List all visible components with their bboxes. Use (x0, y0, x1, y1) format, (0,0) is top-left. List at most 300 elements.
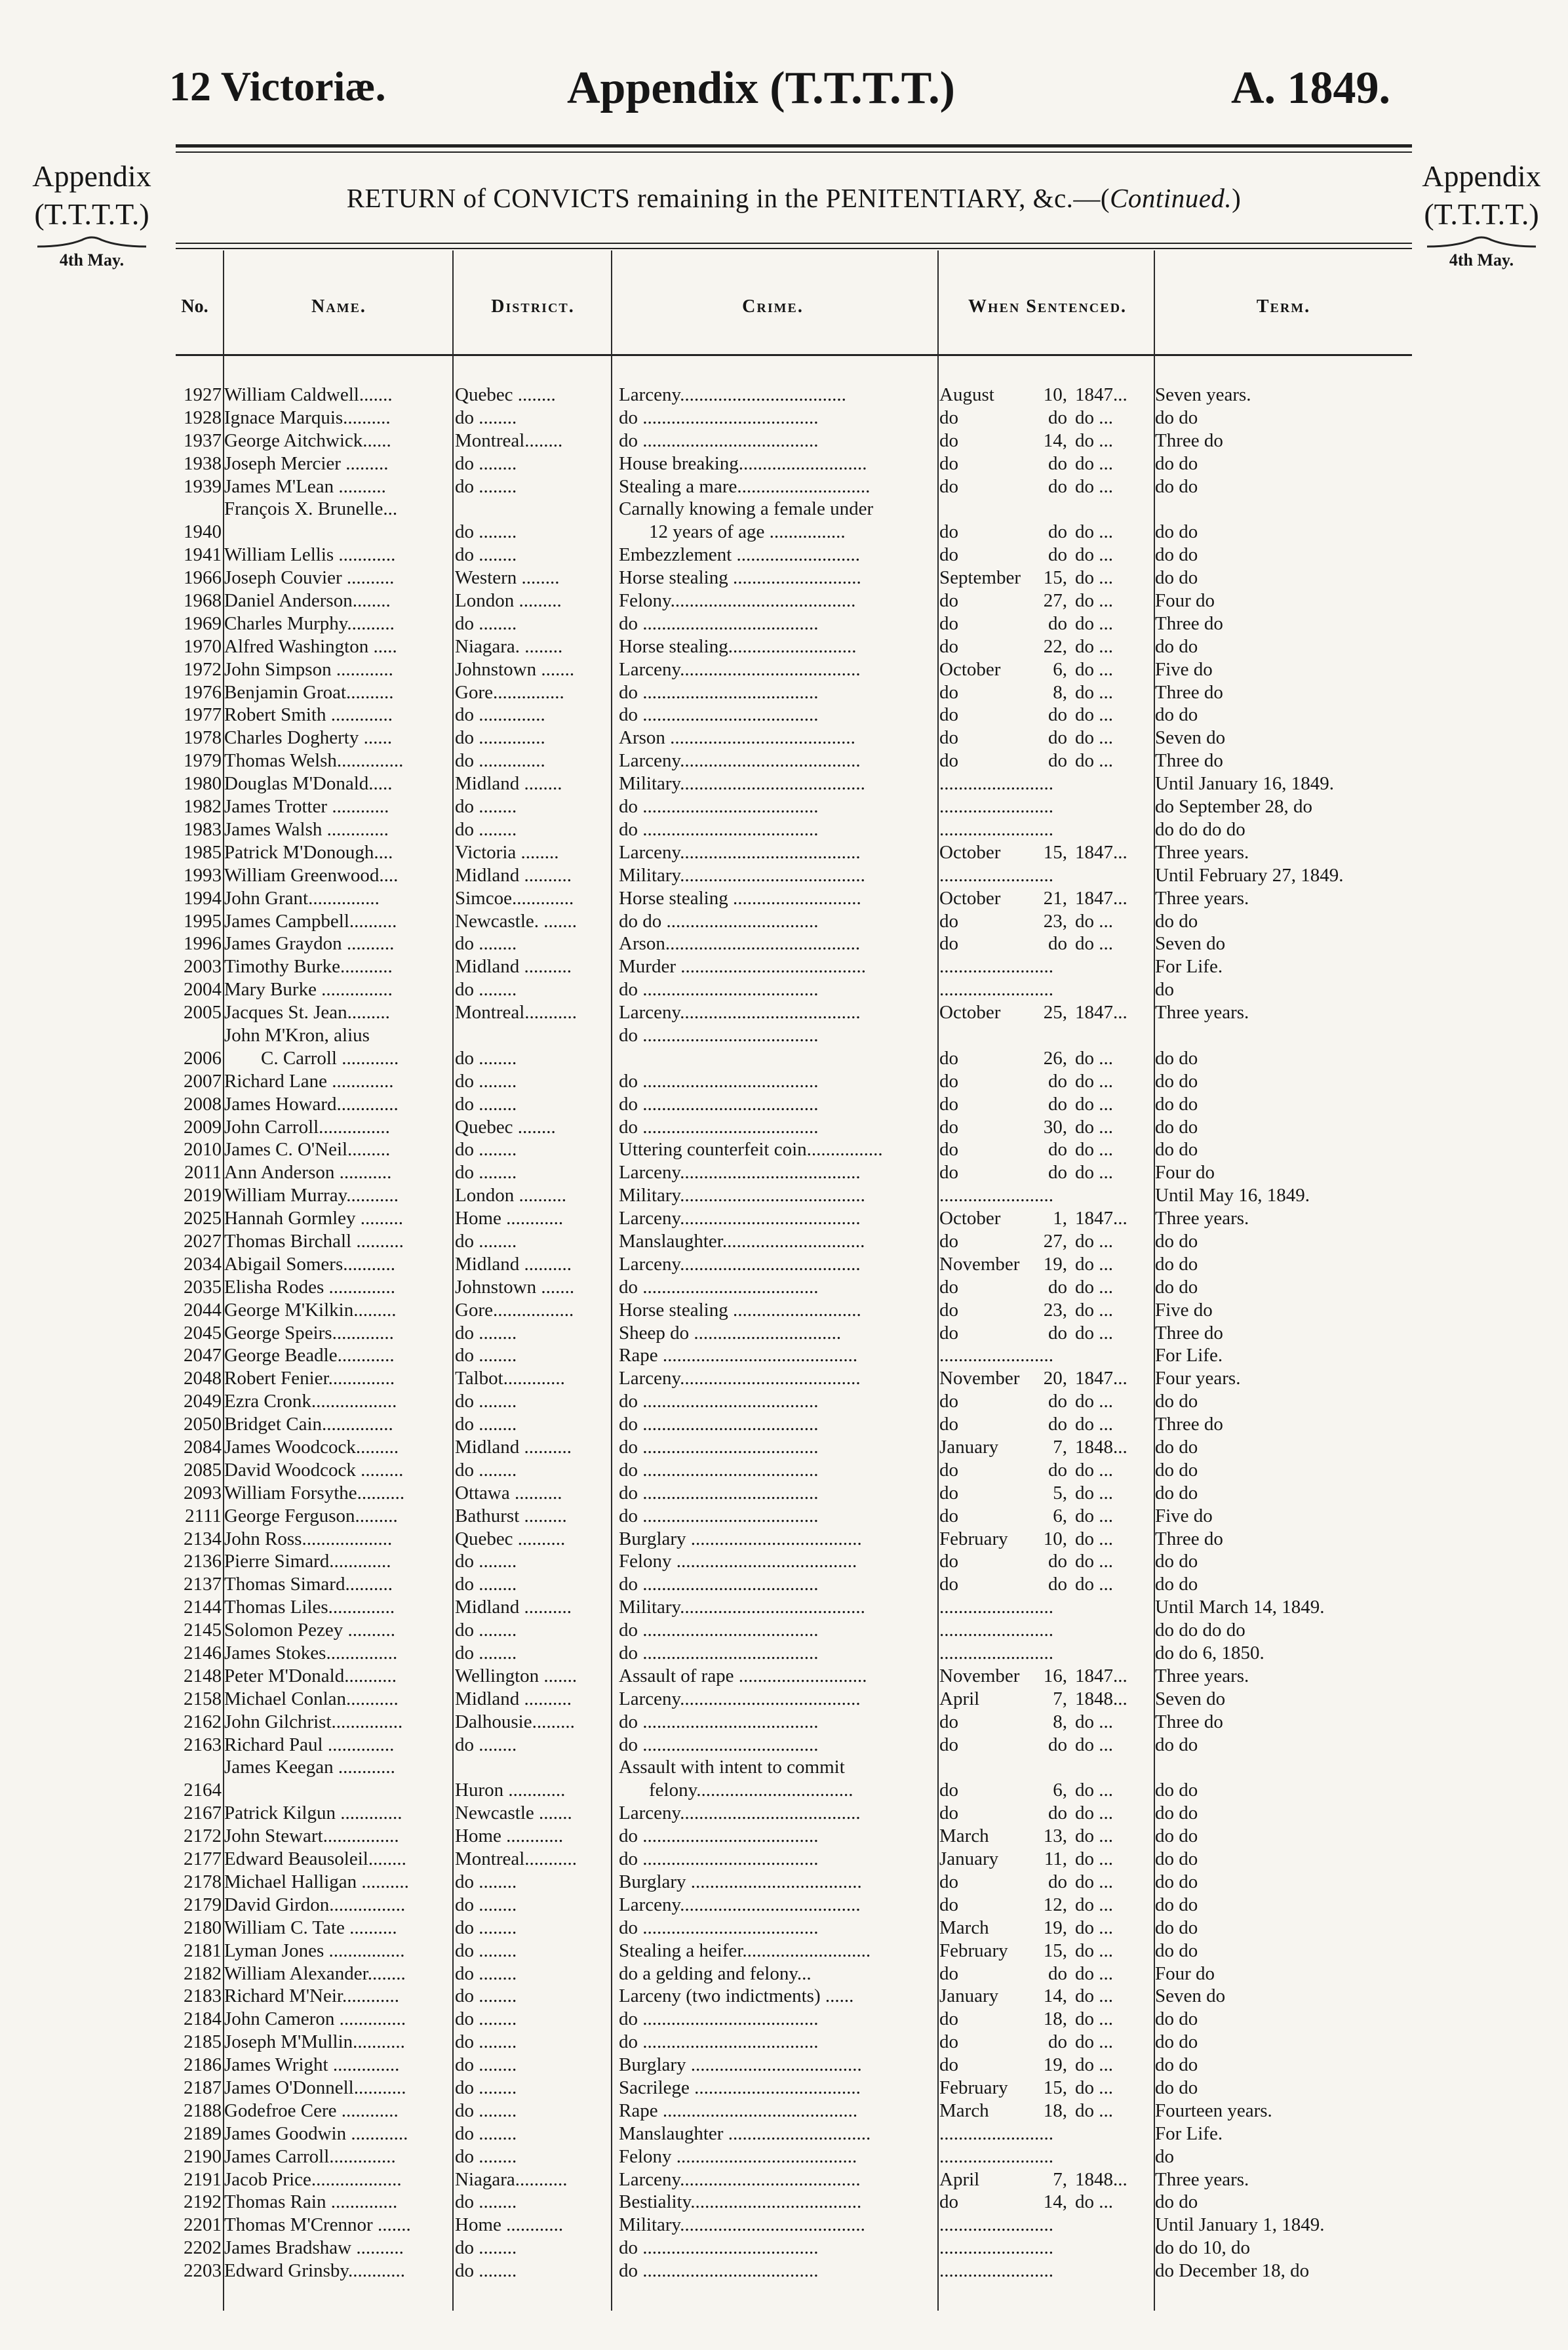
sentence-day: 5, (1053, 1482, 1067, 1504)
sentence-month: do (939, 1894, 958, 1915)
sentence-month: do (939, 704, 958, 726)
district-cell (455, 772, 607, 795)
table-row (0, 818, 1568, 841)
sentence-month-cell (939, 681, 1031, 704)
sentence-day-cell (1031, 1985, 1067, 2008)
district-cell (455, 1093, 607, 1116)
convict-name-cell (224, 1436, 447, 1459)
term-cell (1155, 1871, 1430, 1894)
sentence-day-cell (1031, 1665, 1067, 1688)
convict-name-cell (224, 1711, 447, 1734)
row-number-cell (157, 1344, 222, 1367)
sentence-month-cell (939, 1619, 1053, 1642)
sentence-month-cell (939, 2214, 1053, 2237)
term: Three do (1155, 750, 1223, 772)
crime: Arson ....................................... (619, 727, 855, 749)
term-cell (1155, 2145, 1430, 2168)
term: Until January 16, 1849. (1155, 773, 1335, 795)
sentence-month-cell (939, 2145, 1053, 2168)
sentence-month: do (939, 1391, 958, 1412)
crime: do ..................................... (619, 1917, 819, 1938)
term-cell (1155, 1917, 1430, 1940)
crime: Horse stealing ........................... (619, 1299, 861, 1321)
district: do ........ (455, 1734, 517, 1755)
district: do ........ (455, 1139, 517, 1161)
sentence-year: do ... (1075, 1299, 1113, 1321)
row-number-cell (157, 2031, 222, 2054)
row-number: 2203 (184, 2260, 222, 2282)
sentence-month: do (939, 1414, 958, 1435)
sentence-year: do ... (1075, 1414, 1113, 1435)
row-number-cell (157, 2145, 222, 2168)
district-cell (455, 1619, 607, 1642)
sentence-month: ........................ (939, 1620, 1053, 1641)
district: do ........ (455, 1620, 517, 1641)
term: do do (1155, 1871, 1198, 1892)
convict-name: Patrick M'Donough.... (224, 841, 393, 863)
district-cell (455, 1207, 607, 1230)
sentence-day: 8, (1053, 1711, 1067, 1732)
sentence-month: February (939, 2077, 1008, 2098)
sentence-day-cell (1031, 1482, 1067, 1505)
sentence-day: 10, (1043, 384, 1067, 405)
district-cell (455, 475, 607, 498)
term: Three years. (1155, 2168, 1249, 2190)
row-number-cell (157, 498, 222, 544)
table-row (0, 658, 1568, 681)
crime-cell (619, 429, 933, 452)
sentence-day: do (1048, 521, 1067, 543)
table-row (0, 1802, 1568, 1825)
sentence-month: March (939, 2100, 989, 2121)
term-cell (1155, 544, 1430, 567)
sentence-month: do (939, 2031, 958, 2053)
sentence-month-cell (939, 612, 1031, 635)
term: For Life. (1155, 956, 1223, 978)
sentence-day: do (1048, 612, 1067, 634)
margin-note-date: 4th May. (59, 250, 125, 269)
row-number-cell (157, 1390, 222, 1413)
sentence-year: do ... (1075, 1940, 1113, 1961)
convict-name-cell (224, 1550, 447, 1573)
district: Home ............ (455, 1825, 564, 1847)
row-number: 2163 (184, 1734, 222, 1755)
sentence-month-cell (939, 1871, 1031, 1894)
table-row (0, 1299, 1568, 1322)
row-number: 2184 (184, 2008, 222, 2030)
row-number-cell (157, 1436, 222, 1459)
term: Until March 14, 1849. (1155, 1597, 1325, 1618)
convict-name-cell (224, 1917, 447, 1940)
row-number-cell (157, 1070, 222, 1093)
row-number-cell (157, 1642, 222, 1665)
term: do do (1155, 1917, 1198, 1938)
crime-cell (619, 2214, 933, 2237)
row-number-cell (157, 1871, 222, 1894)
sentence-month-cell (939, 1917, 1031, 1940)
term-cell (1155, 772, 1430, 795)
crime-cell (619, 1505, 933, 1528)
crime: do ..................................... (619, 704, 819, 726)
row-number: 2162 (184, 1711, 222, 1732)
crime-cell (619, 955, 933, 978)
sentence-year: do ... (1075, 2077, 1113, 2098)
crime: Military....................................... (619, 2214, 865, 2236)
district: do ........ (455, 2145, 517, 2167)
table-row (0, 1871, 1568, 1894)
crime-cell (619, 1642, 933, 1665)
convict-name: George Aitchwick...... (224, 429, 391, 451)
table-row (0, 887, 1568, 910)
district-cell (455, 864, 607, 887)
convict-name-cell (224, 1093, 447, 1116)
term-cell (1155, 1436, 1430, 1459)
term-cell (1155, 795, 1430, 818)
crime-cell (619, 749, 933, 772)
crime-cell (619, 1390, 933, 1413)
sentence-year-cell (1075, 1390, 1148, 1413)
sentence-month-cell (939, 1528, 1031, 1551)
sentence-year: do ... (1075, 727, 1113, 749)
row-number: 2179 (184, 1894, 222, 1915)
district-cell (455, 635, 607, 658)
district-cell (455, 1665, 607, 1688)
row-number-cell (157, 2008, 222, 2031)
district-cell (455, 567, 607, 589)
convict-name-cell (224, 1413, 447, 1436)
margin-note-date: 4th May. (1449, 250, 1514, 269)
crime: do ..................................... (619, 818, 819, 840)
convict-name-cell (224, 1024, 447, 1070)
convict-name: Pierre Simard............. (224, 1551, 391, 1572)
convict-name-cell (224, 1505, 447, 1528)
district: do ........ (455, 933, 517, 955)
sentence-year-cell (1075, 1894, 1148, 1917)
district-cell (455, 498, 607, 544)
district: Gore............... (455, 681, 564, 703)
term: Four do (1155, 1162, 1215, 1184)
sentence-month: ........................ (939, 2145, 1053, 2167)
district: do ........ (455, 1070, 517, 1092)
sentence-year: 1847... (1075, 1368, 1127, 1389)
district-cell (455, 1161, 607, 1184)
district: Johnstown ....... (455, 1276, 575, 1298)
sentence-day: 14, (1043, 429, 1067, 451)
crime-cell (619, 567, 933, 589)
sentence-year: do ... (1075, 429, 1113, 451)
sentence-year: do ... (1075, 1391, 1113, 1412)
row-number: 2185 (184, 2031, 222, 2053)
term: do do (1155, 475, 1198, 497)
row-number: 1995 (184, 910, 222, 932)
sentence-month: do (939, 1047, 958, 1069)
row-number-cell (157, 681, 222, 704)
district: do ........ (455, 1894, 517, 1915)
term: For Life. (1155, 1345, 1223, 1366)
sentence-day: 15, (1043, 567, 1067, 589)
district: Midland .......... (455, 1437, 572, 1458)
convict-name: Timothy Burke........... (224, 956, 393, 978)
sentence-month: April (939, 2168, 980, 2190)
sentence-month-cell (939, 841, 1031, 864)
crime-cell (619, 1711, 933, 1734)
crime: House breaking........................... (619, 452, 867, 474)
district-cell (455, 2077, 607, 2100)
term: do do (1155, 635, 1198, 657)
convict-name-cell (224, 704, 447, 727)
row-number-cell (157, 635, 222, 658)
sentence-year-cell (1075, 2100, 1148, 2122)
sentence-year: 1847... (1075, 1002, 1127, 1024)
term-cell (1155, 589, 1430, 612)
sentence-month-cell (939, 1665, 1031, 1688)
term-cell (1155, 2168, 1430, 2191)
convict-name-cell (224, 1734, 447, 1757)
sentence-month: do (939, 1505, 958, 1526)
convict-name-cell (224, 658, 447, 681)
district-cell (455, 1367, 607, 1390)
margin-note-label: Appendix (1422, 159, 1541, 193)
district: do ........ (455, 2008, 517, 2030)
district: do ........ (455, 1643, 517, 1664)
term-cell (1155, 955, 1430, 978)
sentence-month-cell (939, 1070, 1031, 1093)
district-cell (455, 2168, 607, 2191)
sentence-month-cell (939, 704, 1031, 727)
district-cell (455, 1505, 607, 1528)
district-cell (455, 818, 607, 841)
term-cell (1155, 1848, 1430, 1871)
row-number: 2009 (184, 1116, 222, 1138)
term-cell (1155, 1322, 1430, 1345)
row-number-cell (157, 1825, 222, 1848)
crime: Larceny...................................... (619, 841, 861, 863)
sentence-month-cell (939, 407, 1031, 429)
sentence-month: do (939, 933, 958, 955)
sentence-year: do ... (1075, 1459, 1113, 1481)
convict-name: James Graydon .......... (224, 933, 395, 955)
sentence-month: ........................ (939, 2237, 1053, 2259)
sentence-day-cell (1031, 1573, 1067, 1596)
crime-cell (619, 772, 933, 795)
sentence-day-cell (1031, 1528, 1067, 1551)
crime-cell (619, 1161, 933, 1184)
sentence-month: do (939, 544, 958, 566)
row-number-cell (157, 727, 222, 749)
term: Three years. (1155, 1208, 1249, 1229)
sentence-day: 6, (1053, 1780, 1067, 1801)
convict-name: Joseph M'Mullin........... (224, 2031, 405, 2053)
sentence-day: 15, (1043, 1940, 1067, 1961)
term-cell (1155, 1253, 1430, 1276)
row-number: 2048 (184, 1368, 222, 1389)
district-cell (455, 2031, 607, 2054)
district-cell (455, 978, 607, 1001)
table-row (0, 567, 1568, 589)
convict-name-cell (224, 1299, 447, 1322)
crime-cell (619, 1962, 933, 1985)
convict-name: Thomas Simard.......... (224, 1574, 393, 1595)
term-cell (1155, 1299, 1430, 1322)
district: do .............. (455, 704, 545, 726)
convict-name: Thomas Birchall .......... (224, 1230, 404, 1252)
convict-name-cell (224, 955, 447, 978)
convict-name: Thomas Welsh.............. (224, 750, 404, 772)
sentence-year-cell (1075, 1322, 1148, 1345)
convict-name: James Howard............. (224, 1093, 399, 1115)
crime: do ..................................... (619, 1620, 819, 1641)
sentence-year-cell (1075, 2008, 1148, 2031)
sentence-day-cell (1031, 1825, 1067, 1848)
header-rule-thin (176, 151, 1412, 153)
sentence-year: do ... (1075, 2191, 1113, 2213)
district: Simcoe............. (455, 887, 574, 909)
row-number: 2188 (184, 2100, 222, 2121)
table-row (0, 910, 1568, 933)
district: Bathurst ......... (455, 1505, 567, 1526)
term: do do (1155, 1116, 1198, 1138)
sentence-year: do ... (1075, 2100, 1113, 2121)
sentence-day-cell (1031, 1207, 1067, 1230)
term: do December 18, do (1155, 2260, 1310, 2282)
term: Four years. (1155, 1368, 1241, 1389)
row-number: 2177 (184, 1848, 222, 1870)
sentence-month: do (939, 590, 958, 612)
term-cell (1155, 407, 1430, 429)
row-number-cell (157, 1917, 222, 1940)
district: do .............. (455, 750, 545, 772)
convict-name-cell (224, 864, 447, 887)
crime: Manslaughter.............................. (619, 1230, 865, 1252)
term: do do 10, do (1155, 2237, 1250, 2259)
term-cell (1155, 1573, 1430, 1596)
sentence-day: 21, (1043, 887, 1067, 909)
district-cell (455, 1985, 607, 2008)
crime: do ..................................... (619, 979, 819, 1001)
convict-name: James Walsh ............. (224, 818, 389, 840)
district: Western ........ (455, 567, 560, 589)
term-cell (1155, 1596, 1430, 1619)
crime-cell (619, 2191, 933, 2214)
sentence-month: do (939, 2191, 958, 2213)
table-row (0, 955, 1568, 978)
page-header (0, 62, 1568, 134)
crime: do ..................................... (619, 1391, 819, 1412)
row-number: 2178 (184, 1871, 222, 1892)
term-cell (1155, 2100, 1430, 2122)
convict-name: William Murray........... (224, 1185, 399, 1206)
district-cell (455, 1940, 607, 1962)
sentence-day-cell (1031, 1299, 1067, 1322)
district: Huron ............ (455, 1780, 566, 1801)
crime-cell (619, 635, 933, 658)
sentence-month: do (939, 1276, 958, 1298)
sentence-year-cell (1075, 1116, 1148, 1139)
convict-name: Alfred Washington ..... (224, 635, 397, 657)
district-cell (455, 1138, 607, 1161)
district: do ........ (455, 2260, 517, 2282)
convict-name: John Cameron .............. (224, 2008, 406, 2030)
year-label: A. 1849. (1231, 63, 1391, 113)
table-row (0, 1688, 1568, 1711)
crime-cell (619, 2054, 933, 2077)
term-cell (1155, 2260, 1430, 2282)
sentence-month-cell (939, 1093, 1031, 1116)
convict-name: John Carroll............... (224, 1116, 390, 1138)
sentence-day: 11, (1044, 1848, 1067, 1870)
district-cell (455, 1756, 607, 1802)
row-number-cell (157, 1001, 222, 1024)
row-number-cell (157, 384, 222, 407)
crime: Larceny...................................... (619, 1002, 861, 1024)
row-number-cell (157, 1688, 222, 1711)
district: do ........ (455, 475, 517, 497)
term-cell (1155, 2008, 1430, 2031)
sentence-year-cell (1075, 910, 1148, 933)
district: Home ............ (455, 1208, 564, 1229)
sentence-month: February (939, 1940, 1008, 1961)
row-number: 2008 (184, 1093, 222, 1115)
sentence-day: 27, (1043, 590, 1067, 612)
margin-note-label: Appendix (32, 159, 151, 193)
sentence-day-cell (1031, 1848, 1067, 1871)
term: Five do (1155, 658, 1213, 680)
term: do do (1155, 1253, 1198, 1275)
district-cell (455, 1596, 607, 1619)
sentence-day: 23, (1043, 910, 1067, 932)
crime: Bestiality.................................... (619, 2191, 862, 2213)
term-cell (1155, 2237, 1430, 2260)
margin-note-left (13, 157, 170, 270)
convict-name-cell (224, 1207, 447, 1230)
sentence-month: ........................ (939, 1597, 1053, 1618)
term-cell (1155, 1093, 1430, 1116)
term-cell (1155, 384, 1430, 407)
crime-cell (619, 1184, 933, 1207)
table-row (0, 1573, 1568, 1596)
crime-cell (619, 1116, 933, 1139)
row-number-cell (157, 1665, 222, 1688)
term-cell (1155, 1894, 1430, 1917)
district-cell (455, 407, 607, 429)
table-row (0, 1940, 1568, 1962)
district: do ........ (455, 407, 517, 428)
sentence-year: do ... (1075, 407, 1113, 428)
sentence-day: 23, (1043, 1299, 1067, 1321)
convict-name-cell (224, 978, 447, 1001)
convict-name-cell (224, 1116, 447, 1139)
crime-cell (619, 2031, 933, 2054)
district: Johnstown ....... (455, 658, 575, 680)
crime-cell (619, 1413, 933, 1436)
table-row (0, 749, 1568, 772)
crime: Larceny...................................... (619, 750, 861, 772)
sentence-month-cell (939, 429, 1031, 452)
district-cell (455, 1573, 607, 1596)
sentence-month: October (939, 841, 1001, 863)
sentence-year: do ... (1075, 750, 1113, 772)
district-cell (455, 841, 607, 864)
convict-name: James M'Lean .......... (224, 475, 386, 497)
crime: do ..................................... (619, 1070, 819, 1092)
sentence-month: January (939, 1985, 999, 2007)
district-cell (455, 429, 607, 452)
term-cell (1155, 1459, 1430, 1482)
row-number-cell (157, 544, 222, 567)
row-number-cell (157, 1184, 222, 1207)
sentence-year: do ... (1075, 452, 1113, 474)
sentence-year-cell (1075, 704, 1148, 727)
